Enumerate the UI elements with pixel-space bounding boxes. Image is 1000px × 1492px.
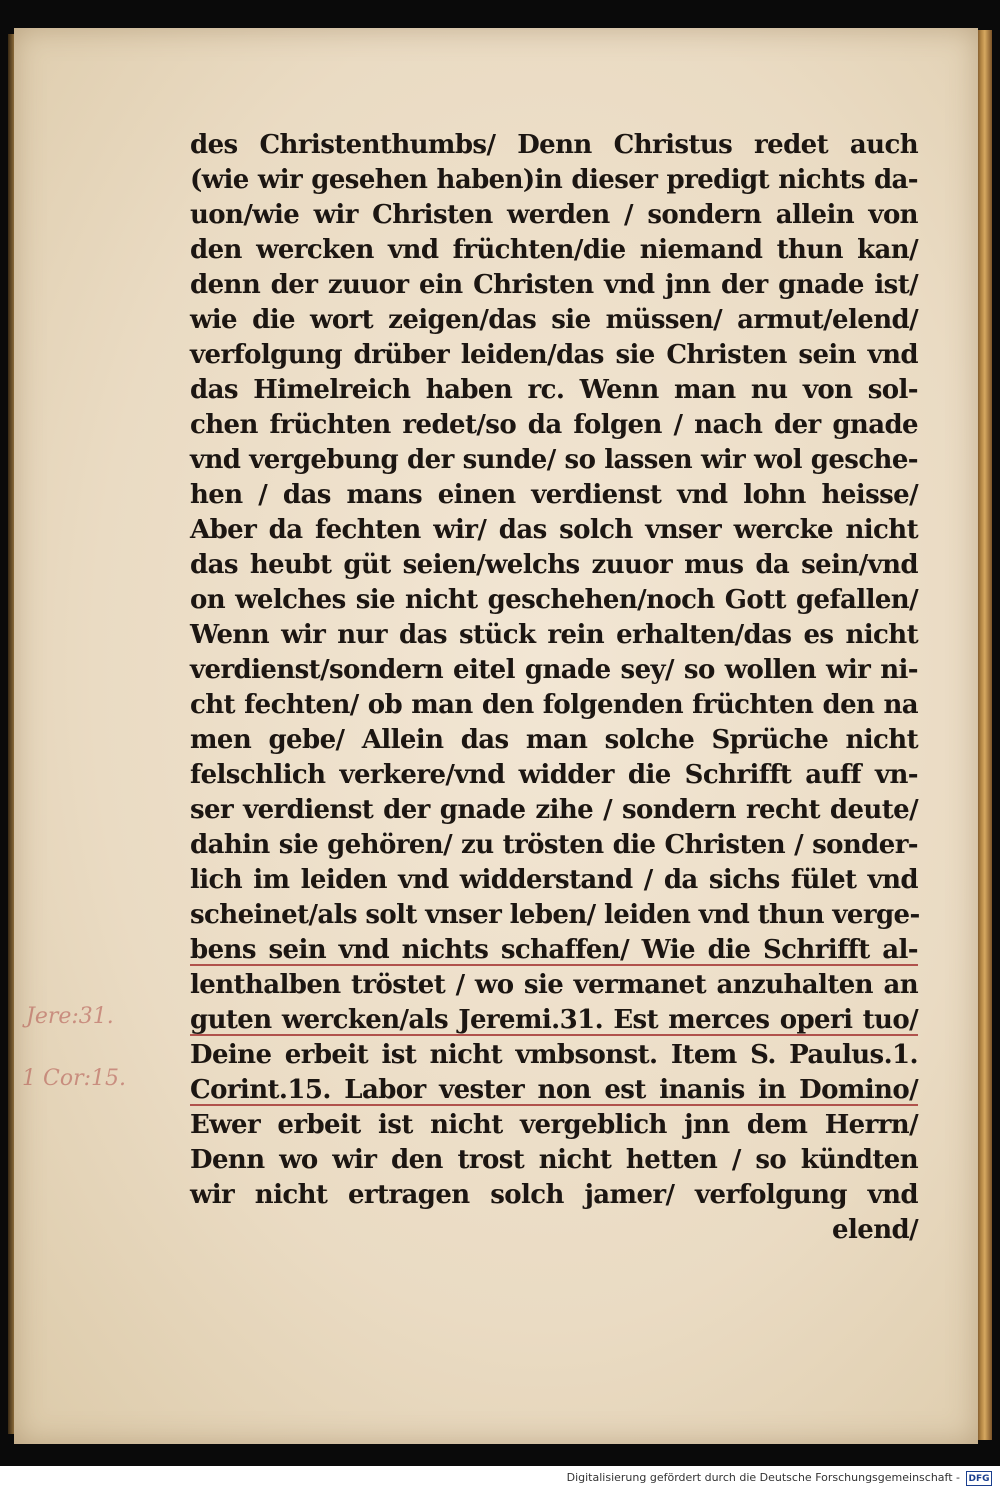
- text-line: verfolgung drüber leiden/das sie Christen sein vnd: [190, 340, 918, 370]
- text-line: uon/wie wir Christen werden / sondern allein von: [190, 200, 918, 230]
- funding-credit: Digitalisierung gefördert durch die Deutsche Forschungsgemeinschaft -: [566, 1471, 960, 1484]
- text-line: vnd vergebung der sunde/ so lassen wir wol gesche-: [190, 445, 918, 475]
- page-text: [190, 128, 918, 1248]
- text-line: Aber da fechten wir/ das solch vnser wercke nicht: [190, 515, 918, 545]
- dfg-logo: DFG: [966, 1471, 992, 1486]
- text-line: Deine erbeit ist nicht vmbsonst. Item S. Paulus.1.: [190, 1040, 918, 1070]
- text-line: das Himelreich haben rc. Wenn man nu von sol-: [190, 375, 918, 405]
- text-line: hen / das mans einen verdienst vnd lohn heisse/: [190, 480, 918, 510]
- text-line: lich im leiden vnd widderstand / da sichs fület vnd: [190, 865, 918, 895]
- footer-bar: [0, 1466, 1000, 1492]
- margin-annotation: 1 Cor:15.: [22, 1066, 126, 1091]
- text-line: dahin sie gehören/ zu trösten die Christen / sonder-: [190, 830, 918, 860]
- underlined-text-line: Corint.15. Labor vester non est inanis in Domino/: [190, 1075, 918, 1105]
- text-line: on welches sie nicht geschehen/noch Gott gefallen/: [190, 585, 918, 615]
- text-line: denn der zuuor ein Christen vnd jnn der gnade ist/: [190, 270, 918, 300]
- text-line: men gebe/ Allein das man solche Sprüche nicht: [190, 725, 918, 755]
- text-line: verdienst/sondern eitel gnade sey/ so wollen wir ni-: [190, 655, 918, 685]
- text-line: Denn wo wir den trost nicht hetten / so kündten: [190, 1145, 918, 1175]
- text-line: cht fechten/ ob man den folgenden früchten den na: [190, 690, 918, 720]
- text-line: chen früchten redet/so da folgen / nach der gnade: [190, 410, 918, 440]
- text-line: scheinet/als solt vnser leben/ leiden vnd thun verge-: [190, 900, 920, 930]
- underlined-text-line: bens sein vnd nichts schaffen/ Wie die Schrifft al-: [190, 935, 918, 965]
- text-line: Wenn wir nur das stück rein erhalten/das es nicht: [190, 620, 918, 650]
- text-line: (wie wir gesehen haben)in dieser predigt nichts da-: [190, 165, 918, 195]
- text-line: den wercken vnd früchten/die niemand thun kan/: [190, 235, 918, 265]
- text-line: Ewer erbeit ist nicht vergeblich jnn dem Herrn/: [190, 1110, 918, 1140]
- text-line: des Christenthumbs/ Denn Christus redet auch: [190, 130, 918, 160]
- catchword-line: elend/: [832, 1215, 918, 1245]
- book-fore-edge: [976, 30, 992, 1440]
- margin-annotation: Jere:31.: [26, 1004, 114, 1029]
- text-line: lenthalben tröstet / wo sie vermanet anzuhalten an: [190, 970, 918, 1000]
- text-line: wie die wort zeigen/das sie müssen/ armut/elend/: [190, 305, 918, 335]
- underlined-text-line: guten wercken/als Jeremi.31. Est merces operi tuo/: [190, 1005, 918, 1035]
- text-line: felschlich verkere/vnd widder die Schrifft auff vn-: [190, 760, 918, 790]
- text-line: das heubt güt seien/welchs zuuor mus da sein/vnd: [190, 550, 918, 580]
- text-line: ser verdienst der gnade zihe / sondern recht deute/: [190, 795, 918, 825]
- text-line: wir nicht ertragen solch jamer/ verfolgung vnd: [190, 1180, 918, 1210]
